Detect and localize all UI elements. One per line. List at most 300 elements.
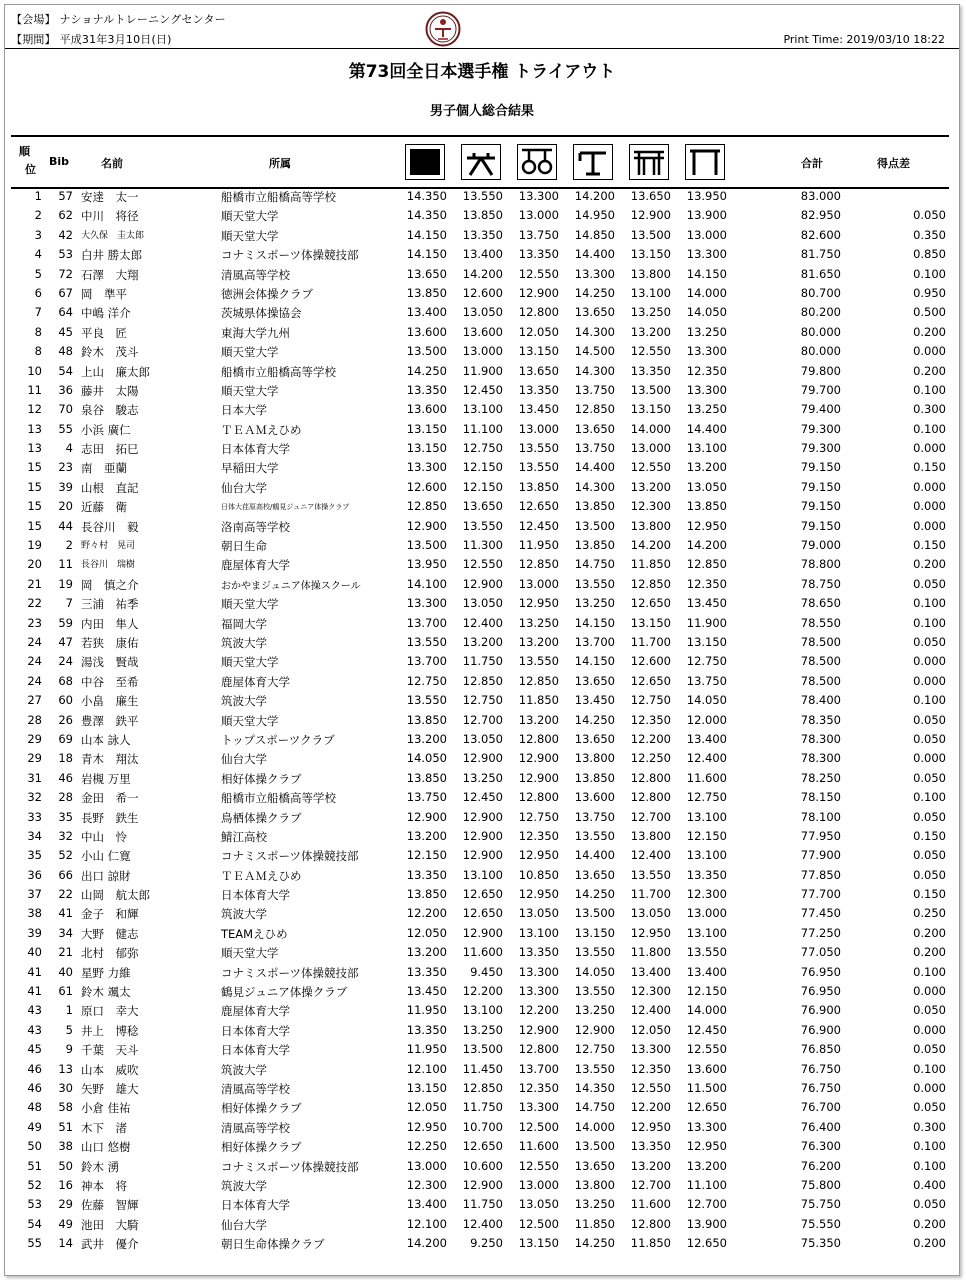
table-row xyxy=(11,749,949,768)
bib-cell: 34 xyxy=(58,925,73,940)
table-row xyxy=(11,187,949,206)
score-cell: 14.250 xyxy=(574,285,615,300)
table-row xyxy=(11,323,949,342)
bib-cell: 53 xyxy=(58,247,73,262)
score-cell: 12.300 xyxy=(630,499,671,514)
total-cell: 75.800 xyxy=(800,1177,841,1192)
name-cell: 星野 力維 xyxy=(81,965,131,980)
team-cell: 日体大荏原高校/鶴見ジュニア体操クラブ xyxy=(221,503,350,512)
score-cell: 13.650 xyxy=(630,189,671,203)
score-cell: 14.200 xyxy=(630,538,671,553)
score-cell: 12.950 xyxy=(686,518,727,533)
score-cell: 13.550 xyxy=(518,654,559,669)
score-cell: 13.300 xyxy=(518,984,559,999)
score-cell: 11.900 xyxy=(686,615,727,630)
team-cell: コナミスポーツ体操競技部 xyxy=(221,849,359,864)
score-cell: 12.900 xyxy=(462,925,503,940)
diff-cell: 0.150 xyxy=(913,828,946,843)
score-cell: 14.750 xyxy=(574,1100,615,1115)
name-cell: 神本 将 xyxy=(81,1178,127,1193)
name-cell: 長野 鉄生 xyxy=(81,810,139,825)
table-row xyxy=(11,943,949,962)
score-cell: 12.950 xyxy=(518,596,559,611)
column-bib: Bib xyxy=(49,155,70,168)
column-team: 所属 xyxy=(269,157,291,170)
score-cell: 13.100 xyxy=(686,925,727,940)
table-row xyxy=(11,963,949,982)
score-cell: 12.900 xyxy=(462,848,503,863)
total-cell: 82.600 xyxy=(800,227,841,242)
rank-cell: 24 xyxy=(27,654,42,669)
table-row xyxy=(11,808,949,827)
score-cell: 14.250 xyxy=(406,363,447,378)
score-cell: 13.050 xyxy=(686,479,727,494)
score-cell: 14.050 xyxy=(406,751,447,766)
total-cell: 77.700 xyxy=(800,887,841,902)
score-cell: 13.550 xyxy=(518,460,559,475)
score-cell: 13.300 xyxy=(686,1119,727,1134)
score-cell: 13.500 xyxy=(574,518,615,533)
score-cell: 12.550 xyxy=(518,1158,559,1173)
column-total: 合計 xyxy=(801,157,823,170)
bib-cell: 69 xyxy=(58,731,73,746)
score-cell: 11.750 xyxy=(462,1100,503,1115)
team-cell: 朝日生命体操クラブ xyxy=(221,1237,325,1252)
diff-cell: 0.850 xyxy=(913,247,946,262)
bib-cell: 54 xyxy=(58,363,73,378)
score-cell: 13.550 xyxy=(574,1061,615,1076)
score-cell: 12.700 xyxy=(630,1177,671,1192)
score-cell: 14.350 xyxy=(406,189,447,203)
bib-cell: 19 xyxy=(58,576,73,591)
score-cell: 13.850 xyxy=(574,770,615,785)
score-cell: 13.000 xyxy=(518,208,559,223)
bib-cell: 18 xyxy=(58,751,73,766)
total-cell: 78.500 xyxy=(800,673,841,688)
column-rank xyxy=(19,143,36,179)
score-cell: 13.150 xyxy=(630,247,671,262)
score-cell: 12.950 xyxy=(630,925,671,940)
score-cell: 12.650 xyxy=(462,887,503,902)
score-cell: 14.150 xyxy=(406,247,447,262)
score-cell: 12.100 xyxy=(406,1061,447,1076)
bib-cell: 23 xyxy=(58,460,73,475)
rank-cell: 23 xyxy=(27,615,42,630)
score-cell: 12.800 xyxy=(630,770,671,785)
table-row xyxy=(11,904,949,923)
bib-cell: 49 xyxy=(58,1216,73,1231)
score-cell: 12.250 xyxy=(406,1139,447,1154)
rank-cell: 41 xyxy=(27,964,42,979)
score-cell: 14.200 xyxy=(574,189,615,203)
score-cell: 13.000 xyxy=(630,441,671,456)
score-cell: 12.300 xyxy=(406,1177,447,1192)
score-cell: 13.400 xyxy=(462,247,503,262)
column-name: 名前 xyxy=(101,157,123,170)
score-cell: 13.850 xyxy=(406,887,447,902)
name-cell: 原口 幸大 xyxy=(81,1004,139,1019)
table-row xyxy=(11,420,949,439)
name-cell: 志田 拓巳 xyxy=(81,442,139,457)
rank-cell: 15 xyxy=(27,479,42,494)
name-cell: 金田 希一 xyxy=(81,791,139,806)
score-cell: 14.150 xyxy=(574,654,615,669)
diff-cell: 0.050 xyxy=(913,809,946,824)
score-cell: 13.350 xyxy=(686,867,727,882)
team-cell: 鹿屋体育大学 xyxy=(221,558,290,573)
table-row xyxy=(11,362,949,381)
score-cell: 12.850 xyxy=(574,402,615,417)
bib-cell: 67 xyxy=(58,285,73,300)
score-cell: 12.800 xyxy=(630,1216,671,1231)
table-row xyxy=(11,846,949,865)
score-cell: 11.100 xyxy=(686,1177,727,1192)
score-cell: 13.850 xyxy=(406,770,447,785)
name-cell: 豊澤 鉄平 xyxy=(81,713,139,728)
score-cell: 14.150 xyxy=(406,227,447,242)
team-cell: 順天堂大学 xyxy=(221,597,279,612)
score-cell: 11.800 xyxy=(630,945,671,960)
score-cell: 14.350 xyxy=(574,1080,615,1095)
name-cell: 長谷川 瑞樹 xyxy=(81,560,136,571)
score-cell: 11.850 xyxy=(630,557,671,572)
score-cell: 13.200 xyxy=(630,479,671,494)
score-cell: 12.900 xyxy=(574,1022,615,1037)
team-cell: 筑波大学 xyxy=(221,907,267,922)
score-cell: 12.450 xyxy=(462,790,503,805)
results-table xyxy=(11,187,949,1253)
score-cell: 13.850 xyxy=(406,712,447,727)
total-cell: 78.350 xyxy=(800,712,841,727)
score-cell: 13.800 xyxy=(630,266,671,281)
score-cell: 12.350 xyxy=(518,828,559,843)
score-cell: 12.650 xyxy=(518,499,559,514)
bib-cell: 16 xyxy=(58,1177,73,1192)
score-cell: 13.800 xyxy=(630,828,671,843)
rank-cell: 45 xyxy=(27,1042,42,1057)
total-cell: 78.750 xyxy=(800,576,841,591)
total-cell: 76.200 xyxy=(800,1158,841,1173)
total-cell: 78.500 xyxy=(800,634,841,649)
total-cell: 79.000 xyxy=(800,538,841,553)
rank-cell: 36 xyxy=(27,867,42,882)
score-cell: 13.150 xyxy=(406,1080,447,1095)
score-cell: 12.300 xyxy=(630,984,671,999)
total-cell: 79.150 xyxy=(800,518,841,533)
score-cell: 12.550 xyxy=(630,460,671,475)
score-cell: 13.650 xyxy=(574,305,615,320)
bib-cell: 51 xyxy=(58,1119,73,1134)
period-line: 【期間】 平成31年3月10日(日) xyxy=(11,33,172,46)
score-cell: 13.150 xyxy=(518,1236,559,1251)
total-cell: 78.100 xyxy=(800,809,841,824)
print-time: Print Time: 2019/03/10 18:22 xyxy=(783,33,945,46)
diff-cell: 0.350 xyxy=(913,227,946,242)
rank-cell: 52 xyxy=(27,1177,42,1192)
rank-cell: 8 xyxy=(34,344,42,359)
score-cell: 13.350 xyxy=(518,382,559,397)
score-cell: 12.700 xyxy=(462,712,503,727)
name-cell: 中山 怜 xyxy=(81,829,127,844)
rank-cell: 40 xyxy=(27,945,42,960)
score-cell: 12.750 xyxy=(686,790,727,805)
team-cell: 朝日生命 xyxy=(221,539,267,554)
bib-cell: 39 xyxy=(58,479,73,494)
diff-cell: 0.500 xyxy=(913,305,946,320)
team-cell: 順天堂大学 xyxy=(221,713,279,728)
team-cell: 筑波大学 xyxy=(221,635,267,650)
diff-cell: 0.050 xyxy=(913,576,946,591)
score-cell: 13.450 xyxy=(574,693,615,708)
score-cell: 13.250 xyxy=(686,324,727,339)
score-cell: 11.700 xyxy=(630,634,671,649)
total-cell: 76.900 xyxy=(800,1003,841,1018)
score-cell: 12.850 xyxy=(630,576,671,591)
bib-cell: 59 xyxy=(58,615,73,630)
score-cell: 12.900 xyxy=(518,751,559,766)
team-cell: 船橋市立船橋高等学校 xyxy=(221,190,336,204)
score-cell: 13.800 xyxy=(574,1177,615,1192)
name-cell: 青木 翔汰 xyxy=(81,752,139,767)
score-cell: 11.700 xyxy=(630,887,671,902)
table-row xyxy=(11,303,949,322)
score-cell: 11.100 xyxy=(462,421,503,436)
score-cell: 13.000 xyxy=(686,906,727,921)
team-cell: 洛南高等学校 xyxy=(221,519,290,534)
score-cell: 12.650 xyxy=(686,1100,727,1115)
score-cell: 14.150 xyxy=(686,266,727,281)
table-row xyxy=(11,982,949,1001)
score-cell: 13.300 xyxy=(630,1042,671,1057)
score-cell: 12.550 xyxy=(518,266,559,281)
total-cell: 78.400 xyxy=(800,693,841,708)
score-cell: 13.450 xyxy=(686,596,727,611)
diff-cell: 0.100 xyxy=(913,964,946,979)
team-cell: 日本大学 xyxy=(221,403,267,418)
venue-line: 【会場】 ナショナルトレーニングセンター xyxy=(11,13,226,26)
total-cell: 83.000 xyxy=(800,189,841,203)
name-cell: 安達 太一 xyxy=(81,190,139,204)
score-cell: 14.000 xyxy=(630,421,671,436)
score-cell: 13.400 xyxy=(406,1197,447,1212)
table-row xyxy=(11,711,949,730)
score-cell: 12.900 xyxy=(518,770,559,785)
total-cell: 77.250 xyxy=(800,925,841,940)
score-cell: 12.750 xyxy=(462,441,503,456)
score-cell: 12.200 xyxy=(630,1100,671,1115)
table-row xyxy=(11,478,949,497)
score-cell: 11.600 xyxy=(630,1197,671,1212)
total-cell: 78.650 xyxy=(800,596,841,611)
score-cell: 13.400 xyxy=(686,964,727,979)
score-cell: 13.200 xyxy=(686,460,727,475)
score-cell: 13.000 xyxy=(462,344,503,359)
table-row xyxy=(11,555,949,574)
score-cell: 13.750 xyxy=(574,382,615,397)
table-row xyxy=(11,1215,949,1234)
table-row xyxy=(11,652,949,671)
score-cell: 12.550 xyxy=(630,1080,671,1095)
score-cell: 12.800 xyxy=(518,1042,559,1057)
score-cell: 13.200 xyxy=(518,634,559,649)
score-cell: 13.750 xyxy=(518,227,559,242)
team-cell: 鳥栖体操クラブ xyxy=(221,810,302,825)
team-cell: 順天堂大学 xyxy=(221,345,279,360)
rank-cell: 8 xyxy=(34,324,42,339)
score-cell: 13.900 xyxy=(686,208,727,223)
rank-cell: 12 xyxy=(27,402,42,417)
diff-cell: 0.200 xyxy=(913,945,946,960)
bib-cell: 7 xyxy=(65,596,73,611)
bib-cell: 11 xyxy=(58,557,73,572)
diff-cell: 0.000 xyxy=(913,499,946,514)
score-cell: 13.450 xyxy=(518,402,559,417)
team-cell: 徳洲会体操クラブ xyxy=(221,286,313,301)
rank-cell: 46 xyxy=(27,1061,42,1076)
score-cell: 12.950 xyxy=(630,1119,671,1134)
team-cell: 福岡大学 xyxy=(221,616,267,631)
team-cell: コナミスポーツ体操競技部 xyxy=(221,248,359,263)
diff-cell: 0.050 xyxy=(913,1042,946,1057)
rank-cell: 39 xyxy=(27,925,42,940)
table-row xyxy=(11,458,949,477)
bib-cell: 1 xyxy=(65,1003,73,1018)
rank-cell: 37 xyxy=(27,887,42,902)
rank-cell: 54 xyxy=(27,1216,42,1231)
bib-cell: 28 xyxy=(58,790,73,805)
team-cell: 船橋市立船橋高等学校 xyxy=(221,791,336,806)
bib-cell: 20 xyxy=(58,499,73,514)
score-cell: 13.150 xyxy=(406,441,447,456)
rank-cell: 32 xyxy=(27,790,42,805)
score-cell: 14.350 xyxy=(406,208,447,223)
score-cell: 12.800 xyxy=(518,305,559,320)
name-cell: 南 亜蘭 xyxy=(81,461,127,476)
score-cell: 12.900 xyxy=(462,751,503,766)
score-cell: 13.700 xyxy=(406,615,447,630)
diff-cell: 0.000 xyxy=(913,673,946,688)
score-cell: 13.300 xyxy=(518,964,559,979)
score-cell: 13.300 xyxy=(686,247,727,262)
team-cell: 相好体操クラブ xyxy=(221,1140,302,1155)
bib-cell: 29 xyxy=(58,1197,73,1212)
score-cell: 12.150 xyxy=(462,460,503,475)
score-cell: 13.550 xyxy=(406,693,447,708)
score-cell: 14.000 xyxy=(686,1003,727,1018)
name-cell: 湯浅 賢哉 xyxy=(81,655,139,670)
score-cell: 12.650 xyxy=(686,1236,727,1251)
diff-cell: 0.050 xyxy=(913,770,946,785)
team-cell: ＴＥＡＭえひめ xyxy=(221,868,302,883)
score-cell: 12.400 xyxy=(462,1216,503,1231)
score-cell: 14.400 xyxy=(686,421,727,436)
diff-cell: 0.200 xyxy=(913,363,946,378)
bib-cell: 5 xyxy=(65,1022,73,1037)
score-cell: 11.600 xyxy=(462,945,503,960)
score-cell: 12.050 xyxy=(406,1100,447,1115)
score-cell: 12.650 xyxy=(462,1139,503,1154)
rank-cell: 49 xyxy=(27,1119,42,1134)
table-row xyxy=(11,400,949,419)
table-row xyxy=(11,575,949,594)
rank-cell: 13 xyxy=(27,441,42,456)
score-cell: 13.000 xyxy=(686,227,727,242)
team-cell: 順天堂大学 xyxy=(221,228,279,243)
total-cell: 77.050 xyxy=(800,945,841,960)
name-cell: 池田 大騎 xyxy=(81,1217,139,1232)
total-cell: 76.900 xyxy=(800,1022,841,1037)
diff-cell: 0.000 xyxy=(913,344,946,359)
rank-cell: 19 xyxy=(27,538,42,553)
score-cell: 12.000 xyxy=(686,712,727,727)
score-cell: 14.500 xyxy=(574,344,615,359)
team-cell: 筑波大学 xyxy=(221,1178,267,1193)
diff-cell: 0.000 xyxy=(913,479,946,494)
score-cell: 12.400 xyxy=(630,1003,671,1018)
score-cell: 13.550 xyxy=(574,576,615,591)
table-row xyxy=(11,691,949,710)
score-cell: 12.150 xyxy=(406,848,447,863)
score-cell: 12.900 xyxy=(518,285,559,300)
score-cell: 12.350 xyxy=(518,1080,559,1095)
score-cell: 14.200 xyxy=(686,538,727,553)
score-cell: 13.500 xyxy=(462,1042,503,1057)
bib-cell: 36 xyxy=(58,382,73,397)
bib-cell: 9 xyxy=(65,1042,73,1057)
table-row xyxy=(11,614,949,633)
total-cell: 78.300 xyxy=(800,751,841,766)
score-cell: 13.700 xyxy=(518,1061,559,1076)
rank-cell: 4 xyxy=(34,247,42,262)
table-row xyxy=(11,730,949,749)
total-cell: 80.000 xyxy=(800,344,841,359)
score-cell: 12.850 xyxy=(518,673,559,688)
score-cell: 13.650 xyxy=(574,421,615,436)
bib-cell: 4 xyxy=(65,441,73,456)
total-cell: 79.300 xyxy=(800,421,841,436)
score-cell: 13.050 xyxy=(462,596,503,611)
score-cell: 12.850 xyxy=(462,1080,503,1095)
name-cell: 藤井 太陽 xyxy=(81,383,139,398)
diff-cell: 0.100 xyxy=(913,693,946,708)
total-cell: 79.700 xyxy=(800,382,841,397)
name-cell: 小倉 佳祐 xyxy=(81,1101,131,1116)
table-row xyxy=(11,1137,949,1156)
bib-cell: 21 xyxy=(58,945,73,960)
score-cell: 13.650 xyxy=(406,266,447,281)
name-cell: 北村 郁弥 xyxy=(81,946,139,961)
name-cell: 井上 博稔 xyxy=(81,1023,139,1038)
score-cell: 13.300 xyxy=(686,382,727,397)
name-cell: 三浦 祐季 xyxy=(81,597,139,612)
team-cell: 相好体操クラブ xyxy=(221,1101,302,1116)
score-cell: 13.350 xyxy=(406,382,447,397)
score-cell: 13.650 xyxy=(462,499,503,514)
score-cell: 13.400 xyxy=(630,964,671,979)
score-cell: 12.550 xyxy=(686,1042,727,1057)
score-cell: 11.950 xyxy=(406,1003,447,1018)
name-cell: 鈴木 湧 xyxy=(81,1159,120,1174)
score-cell: 12.700 xyxy=(686,1197,727,1212)
bib-cell: 32 xyxy=(58,828,73,843)
score-cell: 13.200 xyxy=(518,712,559,727)
total-cell: 80.200 xyxy=(800,305,841,320)
score-cell: 13.550 xyxy=(574,828,615,843)
score-cell: 13.250 xyxy=(574,596,615,611)
score-cell: 14.750 xyxy=(574,557,615,572)
name-cell: 鈴木 颯太 xyxy=(81,985,131,1000)
score-cell: 12.400 xyxy=(462,615,503,630)
